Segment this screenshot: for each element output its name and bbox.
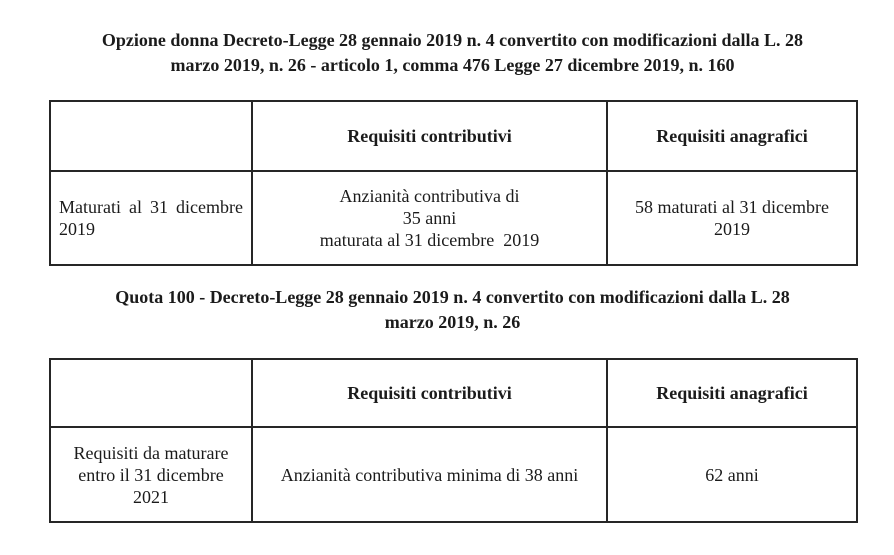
anno-2021-line: 2021 bbox=[133, 486, 169, 507]
quota-100-row-label-cell bbox=[50, 427, 252, 522]
opzione-donna-header-requisiti-anagrafici: Requisiti anagrafici bbox=[607, 101, 857, 171]
opzione-donna-header-row bbox=[50, 101, 857, 171]
opzione-donna-table bbox=[49, 100, 858, 266]
opzione-donna-title-line2: marzo 2019, n. 26 - articolo 1, comma 476 Legge 27 dicembre 2019, n. 160 bbox=[170, 55, 735, 75]
quota-100-corner-cell bbox=[50, 359, 252, 427]
anni-35-line: 35 anni bbox=[402, 208, 457, 228]
opzione-donna-requisiti-anagrafici-cell bbox=[607, 171, 857, 265]
quota-100-header-requisiti-contributivi: Requisiti contributivi bbox=[252, 359, 607, 427]
quota-100-title bbox=[49, 285, 856, 335]
opzione-donna-data-row bbox=[50, 171, 857, 265]
quota-100-data-row bbox=[50, 427, 857, 522]
quota-100-title-line1: Quota 100 - Decreto-Legge 28 gennaio 2019 n. 4 convertito con modificazioni dalla L. 28 bbox=[115, 287, 790, 307]
opzione-donna-row-label-cell: Maturati al 31 dicembre 2019 bbox=[50, 171, 252, 265]
quota-100-title-line2: marzo 2019, n. 26 bbox=[384, 312, 521, 332]
opzione-donna-corner-cell bbox=[50, 101, 252, 171]
requisiti-da-maturare-line: Requisiti da maturare bbox=[73, 442, 229, 463]
opzione-donna-title-line1: Opzione donna Decreto-Legge 28 gennaio 2019 n. 4 convertito con modificazioni dalla L. 28 bbox=[101, 30, 804, 50]
quota-100-requisiti-contributivi-cell: Anzianità contributiva minima di 38 anni bbox=[252, 427, 607, 522]
quota-100-requisiti-anagrafici-cell: 62 anni bbox=[607, 427, 857, 522]
quota-100-header-requisiti-anagrafici: Requisiti anagrafici bbox=[607, 359, 857, 427]
quota-100-header-row bbox=[50, 359, 857, 427]
quota-100-table bbox=[49, 358, 858, 523]
maturata-al-line: maturata al 31 dicembre 2019 bbox=[319, 230, 540, 250]
opzione-donna-header-requisiti-contributivi: Requisiti contributivi bbox=[252, 101, 607, 171]
opzione-donna-requisiti-contributivi-cell bbox=[252, 171, 607, 265]
opzione-donna-title bbox=[49, 28, 856, 78]
eta-58-line: 58 maturati al 31 dicembre bbox=[635, 197, 829, 217]
anzianita-contributiva-line: Anzianità contributiva di bbox=[339, 186, 520, 206]
entro-il-line: entro il 31 dicembre bbox=[78, 464, 224, 485]
anno-2019-line: 2019 bbox=[714, 219, 750, 239]
